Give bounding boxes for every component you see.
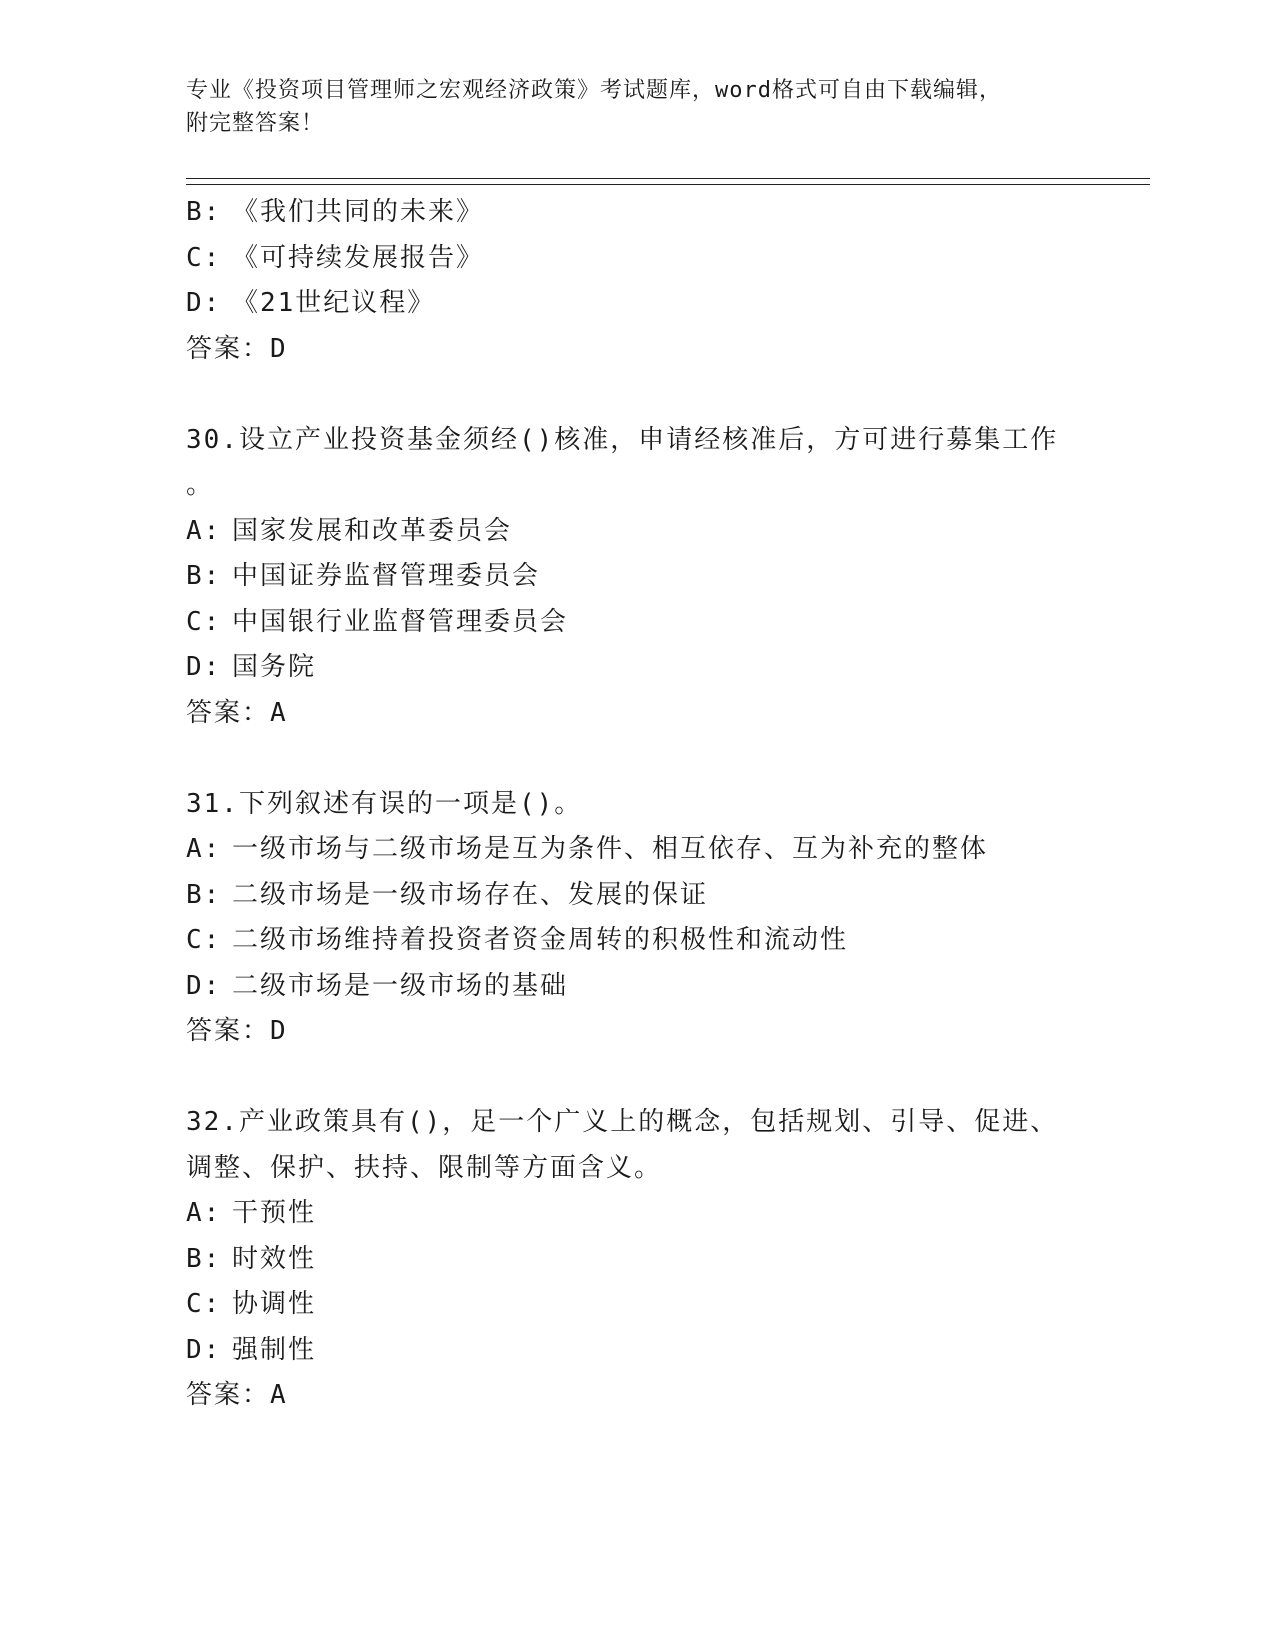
header-line-2: 附完整答案！ — [186, 111, 325, 136]
question-29 — [186, 190, 1146, 372]
option-c: C: 中国银行业监督管理委员会 — [186, 606, 569, 637]
header-divider — [186, 178, 1150, 185]
question-list — [186, 190, 1146, 1419]
question-stem: 32.产业政策具有()，足一个广义上的概念，包括规划、引导、促进、 — [186, 1107, 1059, 1137]
option-d: D: 国务院 — [186, 652, 317, 682]
answer: 答案：D — [186, 1016, 288, 1046]
option-d: D: 二级市场是一级市场的基础 — [186, 970, 569, 1001]
question-stem: 30.设立产业投资基金须经()核准，申请经核准后，方可进行募集工作 — [186, 424, 1059, 455]
question-stem-continued: 。 — [186, 470, 215, 500]
option-c: C: 《可持续发展报告》 — [186, 242, 485, 273]
header-line-1: 专业《投资项目管理师之宏观经济政策》考试题库，word格式可自由下载编辑， — [186, 78, 1002, 103]
option-b: B: 时效性 — [186, 1243, 317, 1274]
option-b: B: 《我们共同的未来》 — [186, 197, 485, 227]
option-a: A: 一级市场与二级市场是互为条件、相互依存、互为补充的整体 — [186, 834, 989, 864]
answer: 答案：D — [186, 333, 288, 364]
document-header — [186, 74, 1086, 140]
option-d: D: 强制性 — [186, 1334, 317, 1365]
option-c: C: 协调性 — [186, 1289, 317, 1319]
question-31 — [186, 782, 1146, 1055]
option-b: B: 二级市场是一级市场存在、发展的保证 — [186, 879, 709, 910]
question-stem-continued: 调整、保护、扶持、限制等方面含义。 — [186, 1152, 663, 1183]
question-stem: 31.下列叙述有误的一项是()。 — [186, 788, 583, 819]
answer: 答案：A — [186, 1380, 288, 1410]
question-32 — [186, 1100, 1146, 1419]
option-d: D: 《21世纪议程》 — [186, 288, 436, 318]
question-30 — [186, 418, 1146, 737]
option-b: B: 中国证券监督管理委员会 — [186, 561, 541, 591]
answer: 答案：A — [186, 697, 288, 728]
option-a: A: 国家发展和改革委员会 — [186, 515, 513, 546]
option-c: C: 二级市场维持着投资者资金周转的积极性和流动性 — [186, 925, 849, 955]
option-a: A: 干预性 — [186, 1198, 317, 1228]
